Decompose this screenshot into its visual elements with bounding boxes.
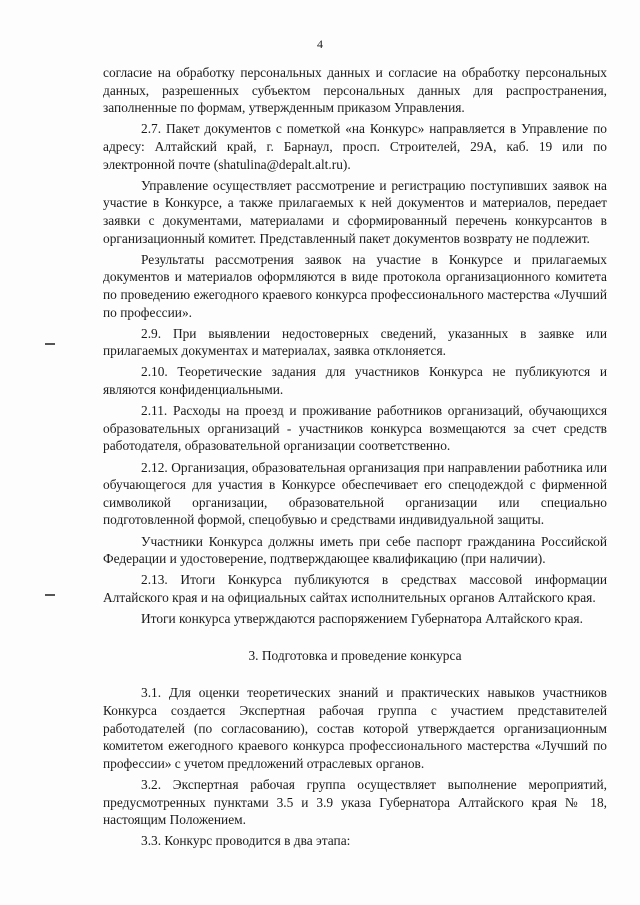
paragraph: 2.13. Итоги Конкурса публикуются в средствах массовой информации Алтайского края и на официальных сайтах исполнительных органов Алтайского края. <box>103 572 607 605</box>
section-heading: 3. Подготовка и проведение конкурса <box>248 647 462 663</box>
scan-margin-mark <box>45 343 55 345</box>
paragraph: Управление осуществляет рассмотрение и регистрацию поступивших заявок на участие в Конкурсе, а также прилагаемых к ней документов и материалов, передает заявки с документами, материалами и сформированный перечень конкурсантов в организационный комитет. Представленный пакет документов возврату не подлежит. <box>103 177 607 246</box>
paragraph: согласие на обработку персональных данных и согласие на обработку персональных данных, разрешенных субъектом персональных данных для распространения, заполненные по формам, утвержденным приказом Управления. <box>103 65 607 116</box>
paragraph: 2.11. Расходы на проезд и проживание работников организаций, обучающихся образовательных организаций - участников конкурса возмещаются за счет средств работодателя, образовательной организации соответственно. <box>103 403 607 454</box>
paragraph: 2.10. Теоретические задания для участников Конкурса не публикуются и являются конфиденциальными. <box>103 364 607 398</box>
paragraph: Итоги конкурса утверждаются распоряжением Губернатора Алтайского края. <box>141 611 583 627</box>
paragraph: Участники Конкурса должны иметь при себе паспорт гражданина Российской Федерации и удостоверение, подтверждающее квалификацию (при наличии). <box>103 533 607 567</box>
paragraph: 3.2. Экспертная рабочая группа осуществляет выполнение мероприятий, предусмотренных пунктами 3.5 и 3.9 указа Губернатора Алтайского края № 18, настоящим Положением. <box>103 776 607 828</box>
scan-margin-mark <box>45 594 55 596</box>
page-number: 4 <box>317 37 323 51</box>
paragraph: 3.1. Для оценки теоретических знаний и практических навыков участников Конкурса создается Экспертная рабочая группа с участием представителей работодателей (по согласованию), состав которой утверждается организационным комитетом ежегодного краевого конкурса профессионального мастерства «Лучший по профессии» с учетом предложений отраслевых органов. <box>103 685 607 771</box>
document-body <box>103 64 607 853</box>
paragraph: 2.12. Организация, образовательная организация при направлении работника или обучающегося для участия в Конкурсе обеспечивает его спецодеждой с фирменной символикой организации, образовательной организации или специально подготовленной формой, спецобувью и средствами индивидуальной защиты. <box>103 459 607 528</box>
paragraph: 3.3. Конкурс проводится в два этапа: <box>141 833 351 849</box>
paragraph: 2.7. Пакет документов с пометкой «на Конкурс» направляется в Управление по адресу: Алтайский край, г. Барнаул, просп. Строителей, 29А, каб. 19 или по электронной почте (shatulina@depalt.alt.ru). <box>103 121 607 172</box>
paragraph: 2.9. При выявлении недостоверных сведений, указанных в заявке или прилагаемых документах и материалах, заявка отклоняется. <box>103 325 607 359</box>
paragraph: Результаты рассмотрения заявок на участие в Конкурсе и прилагаемых документов и материалов оформляются в виде протокола организационного комитета по проведению ежегодного краевого конкурса профессионального мастерства «Лучший по профессии». <box>103 251 607 320</box>
